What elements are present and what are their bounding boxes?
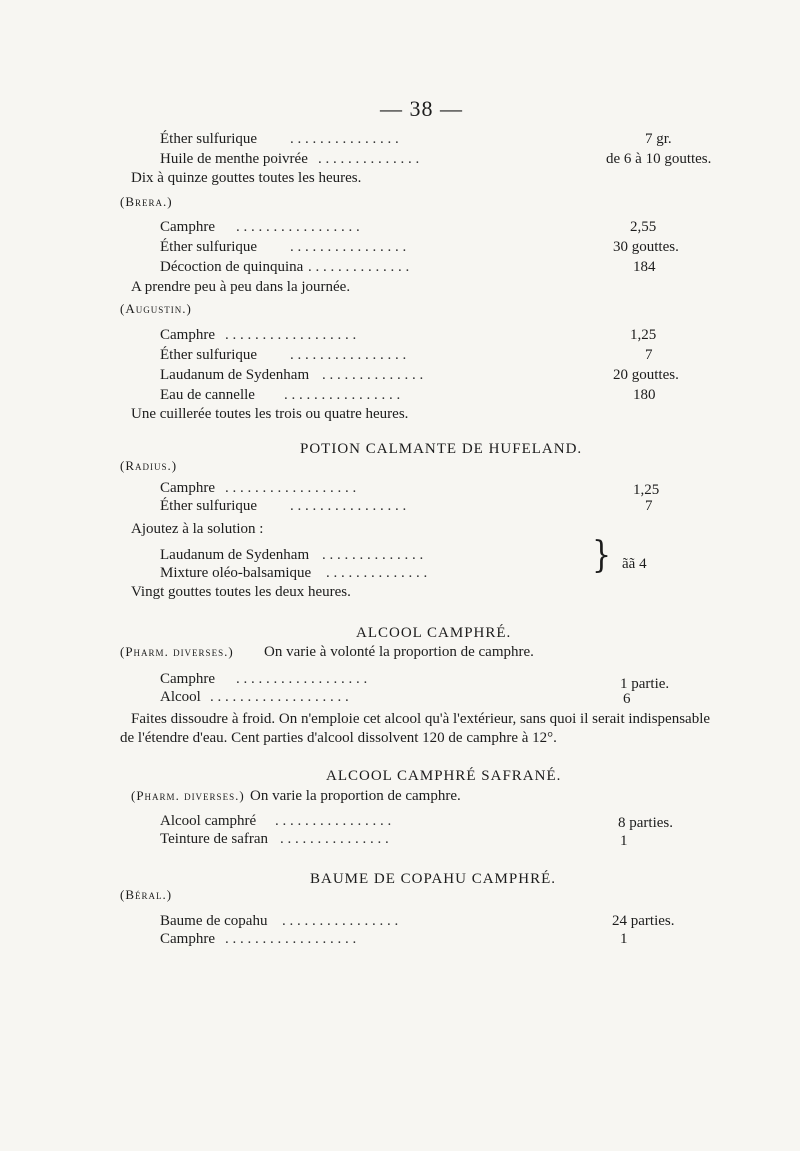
- instructions-text: de l'étendre d'eau. Cent parties d'alcool dissolvent 120 de camphre à 12°.: [120, 730, 557, 746]
- dosage-note: Une cuillerée toutes les trois ou quatre heures.: [131, 406, 409, 422]
- ingredient-name: Éther sulfurique: [160, 498, 258, 514]
- leader-dots: . . . . . . . . . . . . . . . . . .: [225, 931, 357, 947]
- ingredient-name: Camphre: [160, 480, 215, 496]
- leader-dots: . . . . . . . . . . . . . .: [326, 565, 428, 581]
- leader-dots: . . . . . . . . . . . . . .: [322, 547, 424, 563]
- leader-dots: . . . . . . . . . . . . . . . . . . .: [210, 689, 349, 705]
- leader-dots: . . . . . . . . . . . . . . . .: [290, 347, 407, 363]
- dosage-note: A prendre peu à peu dans la journée.: [131, 279, 351, 295]
- leader-dots: . . . . . . . . . . . . . . .: [290, 131, 399, 147]
- source-author: (Radius.): [120, 458, 178, 473]
- ingredient-name: Camphre: [160, 327, 215, 343]
- leader-dots: . . . . . . . . . . . . . . . .: [282, 913, 399, 929]
- source-author: (Augustin.): [120, 301, 192, 316]
- leader-dots: . . . . . . . . . . . . . . . .: [290, 498, 407, 514]
- ingredient-name: Éther sulfurique: [160, 239, 258, 255]
- ingredient-quantity: 1,25: [633, 482, 660, 498]
- ingredient-quantity: 8 parties.: [618, 815, 673, 831]
- leader-dots: . . . . . . . . . . . . . . .: [280, 831, 389, 847]
- leader-dots: . . . . . . . . . . . . . .: [322, 367, 424, 383]
- ingredient-quantity: 30 gouttes.: [613, 239, 679, 255]
- source-author: (Brera.): [120, 194, 173, 209]
- ingredient-name: Éther sulfurique: [160, 131, 258, 147]
- ingredient-name: Camphre: [160, 931, 215, 947]
- section-title: BAUME DE COPAHU CAMPHRÉ.: [310, 871, 556, 887]
- ingredient-quantity: 1: [620, 931, 628, 947]
- brace-icon: }: [592, 534, 612, 577]
- ingredient-name: Décoction de quinquina: [160, 259, 304, 275]
- ingredient-name: Baume de copahu: [160, 913, 268, 929]
- ingredient-quantity: 7: [645, 498, 653, 514]
- instructions-text: Faites dissoudre à froid. On n'emploie cet alcool qu'à l'extérieur, sans quoi il serait indispensable: [131, 711, 711, 727]
- page-number: — 38 —: [380, 96, 463, 121]
- ingredient-name: Laudanum de Sydenham: [160, 367, 310, 383]
- ingredient-quantity: 1,25: [630, 327, 657, 343]
- source-author: (Pharm. diverses.): [131, 788, 245, 803]
- source-author: (Pharm. diverses.): [120, 644, 234, 659]
- ingredient-name: Camphre: [160, 671, 215, 687]
- ingredient-name: Camphre: [160, 219, 215, 235]
- leader-dots: . . . . . . . . . . . . . . . . . .: [236, 671, 368, 687]
- leader-dots: . . . . . . . . . . . . . . . . .: [236, 219, 360, 235]
- leader-dots: . . . . . . . . . . . . . .: [308, 259, 410, 275]
- ingredient-quantity: 184: [633, 259, 656, 275]
- ingredient-quantity: 1 partie.: [620, 676, 670, 692]
- ingredient-quantity: 7 gr.: [645, 131, 672, 147]
- ingredient-name: Huile de menthe poivrée: [160, 151, 308, 167]
- dosage-note: Dix à quinze gouttes toutes les heures.: [131, 170, 362, 186]
- section-title: ALCOOL CAMPHRÉ.: [356, 625, 512, 641]
- leader-dots: . . . . . . . . . . . . . .: [318, 151, 420, 167]
- ingredient-quantity: de 6 à 10 gouttes.: [606, 151, 712, 167]
- ingredient-quantity: 1: [620, 833, 628, 849]
- dosage-note: On varie à volonté la proportion de camphre.: [264, 644, 534, 660]
- ingredient-quantity: 180: [633, 387, 656, 403]
- ingredient-quantity: 20 gouttes.: [613, 367, 679, 383]
- dosage-note: Ajoutez à la solution :: [131, 521, 264, 537]
- source-author: (Béral.): [120, 887, 173, 902]
- leader-dots: . . . . . . . . . . . . . . . . . .: [225, 480, 357, 496]
- ingredient-quantity: 6: [623, 691, 631, 707]
- leader-dots: . . . . . . . . . . . . . . . .: [290, 239, 407, 255]
- ingredient-quantity: 2,55: [630, 219, 657, 235]
- ingredient-name: Alcool: [160, 689, 201, 705]
- ingredient-name: Éther sulfurique: [160, 347, 258, 363]
- leader-dots: . . . . . . . . . . . . . . . .: [275, 813, 392, 829]
- ingredient-name: Teinture de safran: [160, 831, 269, 847]
- leader-dots: . . . . . . . . . . . . . . . . . .: [225, 327, 357, 343]
- ingredient-name: Alcool camphré: [160, 813, 257, 829]
- ingredient-name: Mixture oléo-balsamique: [160, 565, 312, 581]
- leader-dots: . . . . . . . . . . . . . . . .: [284, 387, 401, 403]
- ingredient-name: Eau de cannelle: [160, 387, 255, 403]
- ingredient-quantity: 7: [645, 347, 653, 363]
- section-title: POTION CALMANTE DE HUFELAND.: [300, 441, 583, 457]
- ingredient-name: Laudanum de Sydenham: [160, 547, 310, 563]
- shared-quantity: ãã 4: [622, 556, 647, 572]
- dosage-note: On varie la proportion de camphre.: [250, 788, 461, 804]
- dosage-note: Vingt gouttes toutes les deux heures.: [131, 584, 351, 600]
- ingredient-quantity: 24 parties.: [612, 913, 675, 929]
- section-title: ALCOOL CAMPHRÉ SAFRANÉ.: [326, 768, 562, 784]
